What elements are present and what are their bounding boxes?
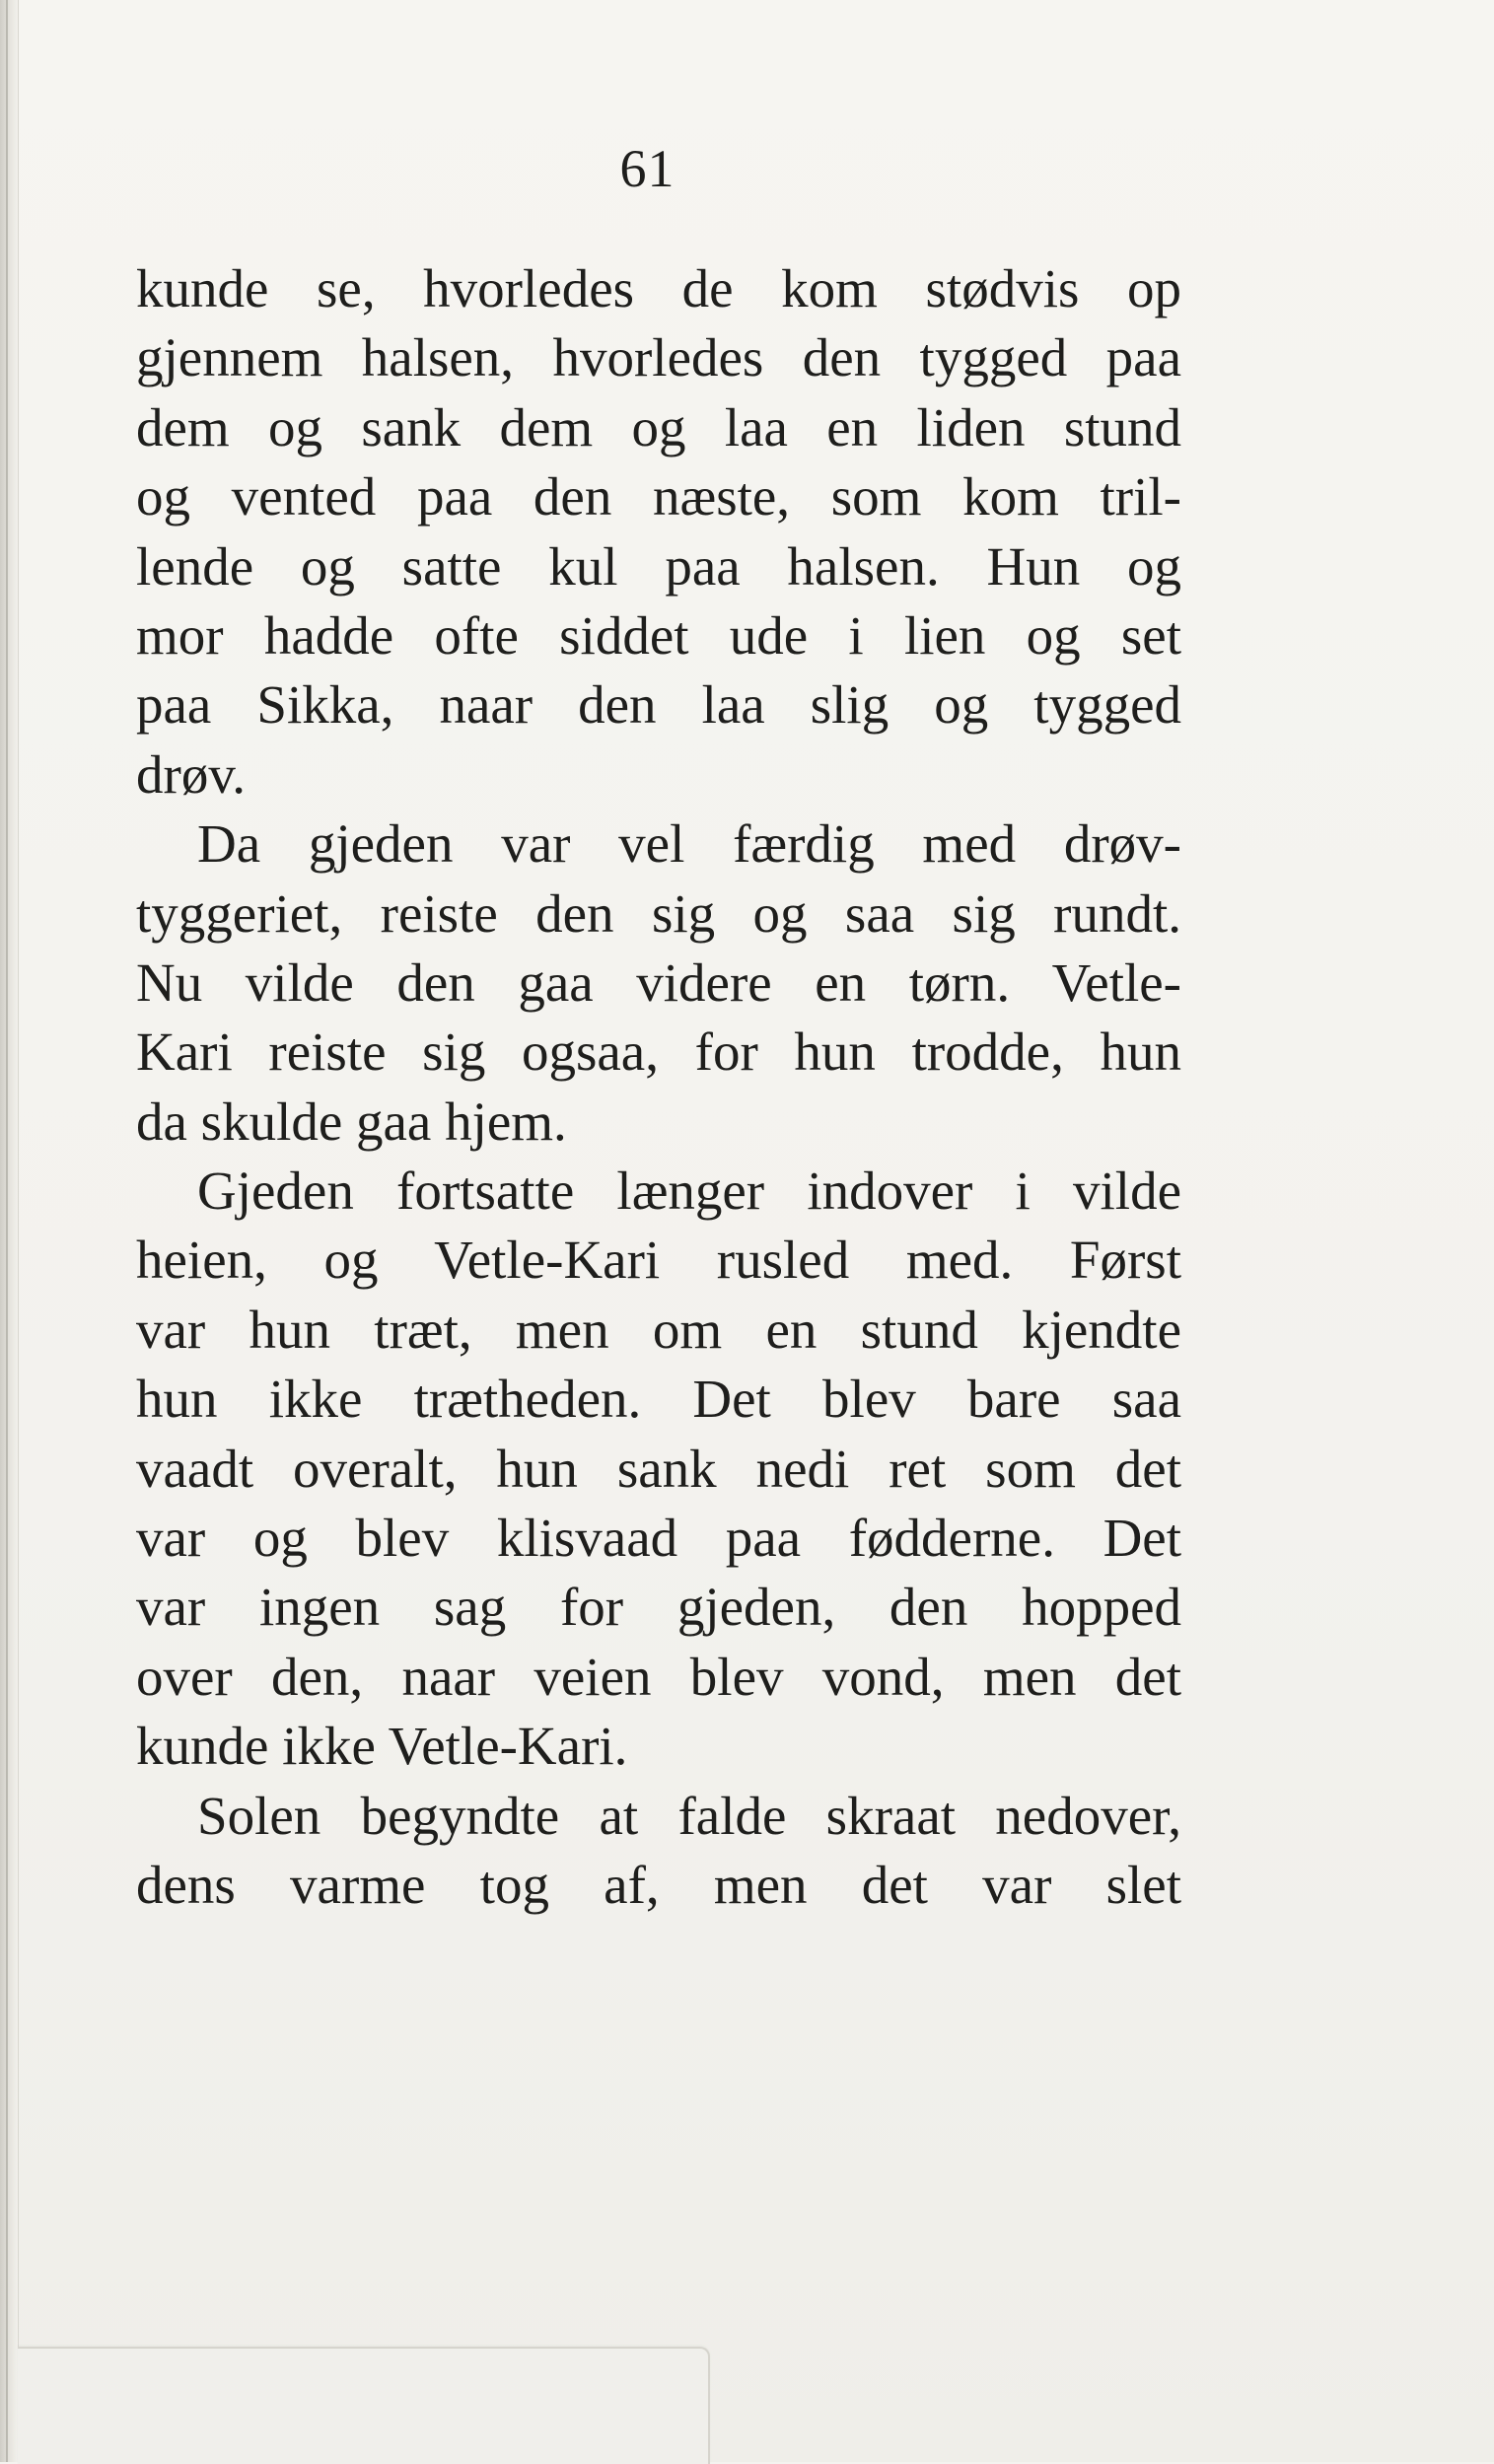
- text-line: kunde ikke Vetle-Kari.: [136, 1716, 628, 1777]
- text-line: var ingen sag for gjeden, den hopped: [136, 1577, 1181, 1638]
- paragraph: [136, 1157, 1181, 1782]
- text-line: kunde se, hvorledes de kom stødvis op: [136, 258, 1181, 318]
- text-line: gjennem halsen, hvorledes den tygged paa: [136, 327, 1181, 388]
- text-line: paa Sikka, naar den laa slig og tygged: [136, 674, 1181, 736]
- text-line: Kari reiste sig ogsaa, for hun trodde, hun: [136, 1021, 1181, 1083]
- paragraph: [136, 1782, 1181, 1921]
- text-line: hun ikke trætheden. Det blev bare saa: [136, 1369, 1181, 1430]
- text-line: over den, naar veien blev vond, men det: [136, 1646, 1181, 1707]
- page-number: 61: [619, 139, 676, 198]
- spine-line: [6, 0, 8, 2462]
- text-line: vaadt overalt, hun sank nedi ret som det: [136, 1438, 1181, 1499]
- paragraph: [136, 810, 1181, 1157]
- text-line: mor hadde ofte siddet ude i lien og set: [136, 604, 1181, 666]
- text-line: tyggeriet, reiste den sig og saa sig rundt.: [136, 882, 1181, 944]
- text-line: Solen begyndte at falde skraat nedover,: [197, 1785, 1181, 1846]
- text-line: var hun træt, men om en stund kjendte: [136, 1299, 1181, 1360]
- text-line: og vented paa den næste, som kom tril-: [136, 466, 1181, 528]
- text-line: dem og sank dem og laa en liden stund: [136, 396, 1181, 458]
- text-line: Da gjeden var vel færdig med drøv-: [197, 813, 1181, 875]
- body-text: [136, 254, 1181, 1920]
- text-line: heien, og Vetle-Kari rusled med. Først: [136, 1230, 1181, 1291]
- text-line: dens varme tog af, men det var slet: [136, 1854, 1181, 1915]
- text-line: var og blev klisvaad paa fødderne. Det: [136, 1508, 1181, 1569]
- text-line: drøv.: [136, 743, 246, 805]
- text-line: Nu vilde den gaa videre en tørn. Vetle-: [136, 951, 1181, 1013]
- page-spine-edge: [0, 0, 19, 2462]
- paragraph: [136, 254, 1181, 810]
- text-line: Gjeden fortsatte længer indover i vilde: [197, 1161, 1181, 1222]
- page-bottom-tab: [18, 2347, 710, 2464]
- text-line: da skulde gaa hjem.: [136, 1091, 567, 1152]
- text-line: lende og satte kul paa halsen. Hun og: [136, 535, 1181, 597]
